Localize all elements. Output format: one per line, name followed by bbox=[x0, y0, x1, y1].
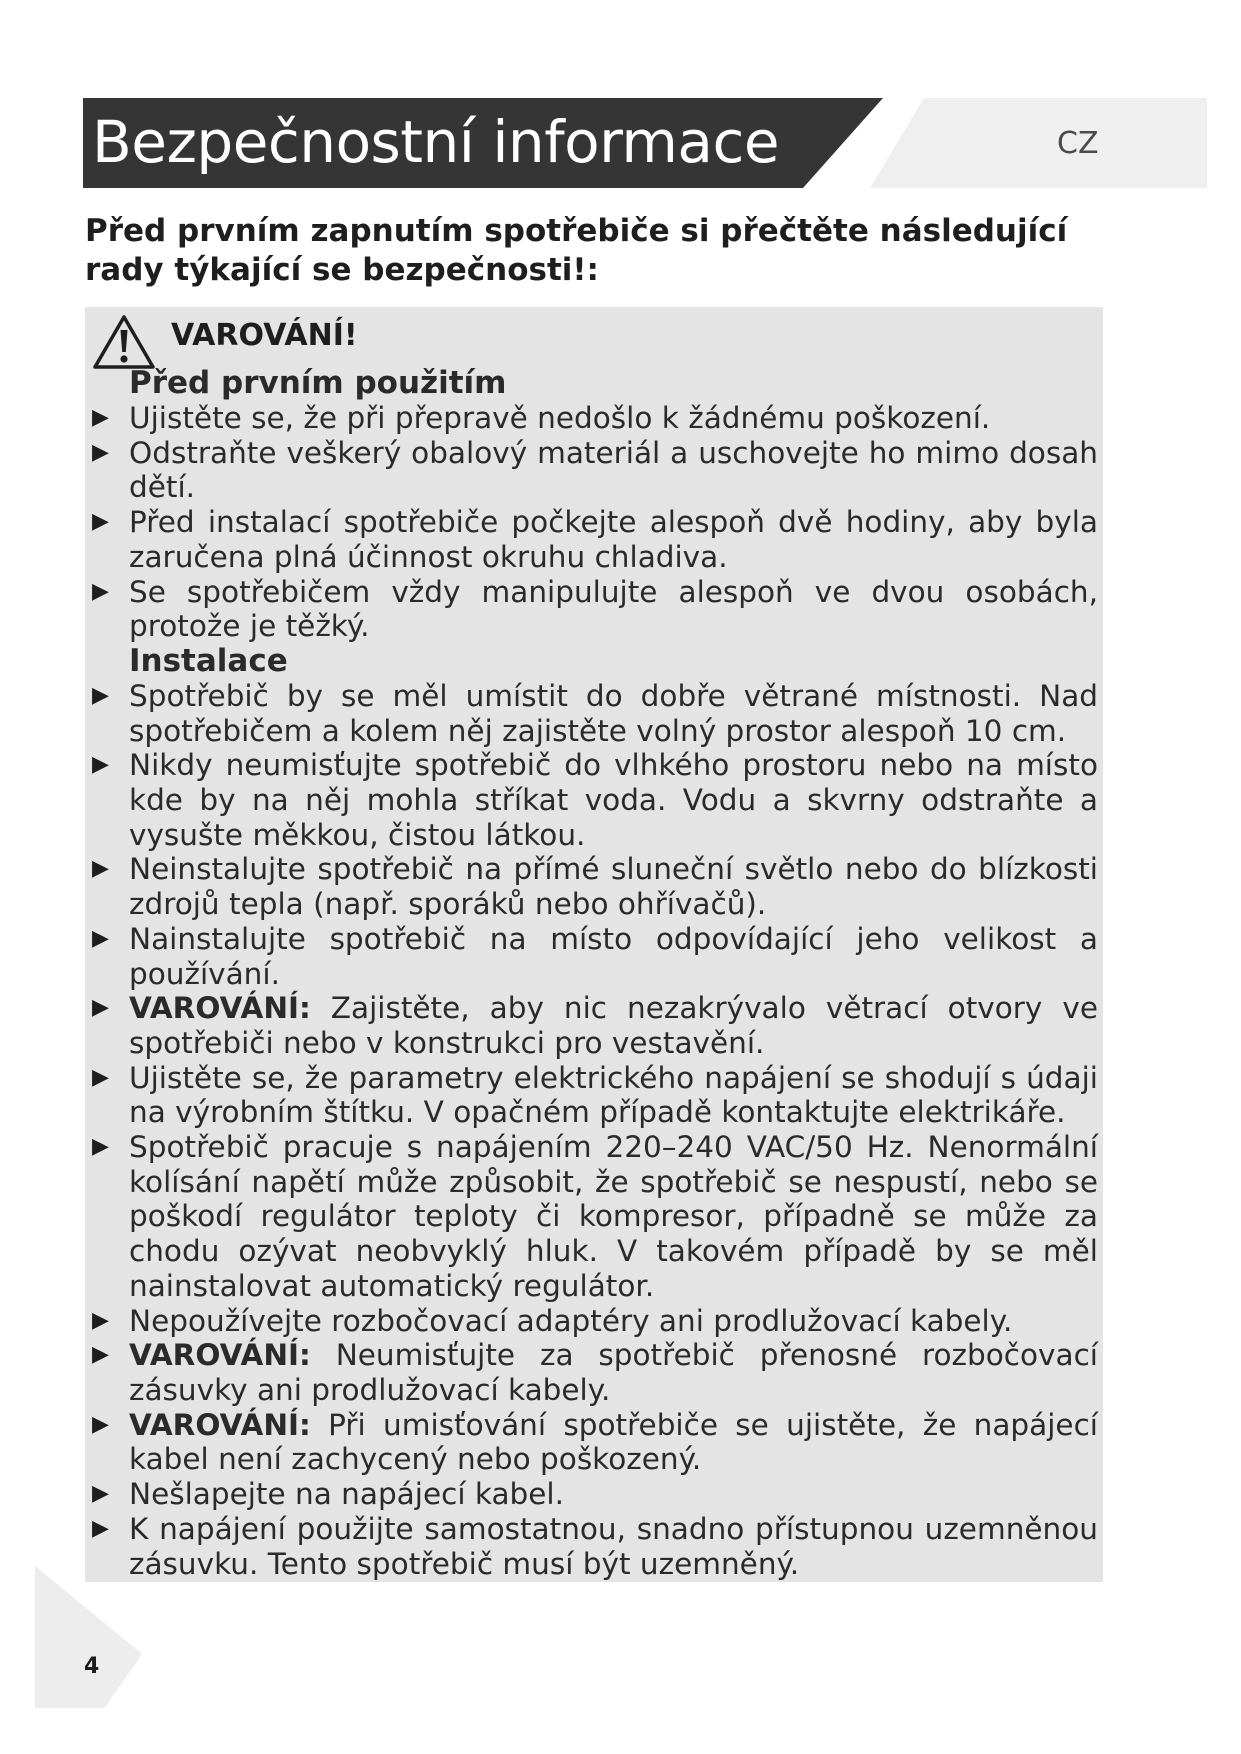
item-text: Zajistěte, aby nic nezakrývalo větrací otvory ve spotřebiči nebo v konstrukci pro vestavění. bbox=[129, 991, 1098, 1060]
item-text: Neumisťujte za spotřebič přenosné rozbočovací zásuvky ani prodlužovací kabely. bbox=[129, 1338, 1098, 1407]
section-heading: Instalace bbox=[129, 642, 288, 679]
language-tab bbox=[870, 98, 1207, 188]
item-text: Nainstalujte spotřebič na místo odpovídající jeho velikost a používání. bbox=[129, 921, 1098, 991]
item-text: Nepoužívejte rozbočovací adaptéry ani prodlužovací kabely. bbox=[129, 1303, 1013, 1338]
list-item bbox=[88, 1338, 1098, 1407]
bullet-icon: ▶ bbox=[92, 1515, 109, 1541]
bullet-icon: ▶ bbox=[92, 856, 109, 882]
item-text: Se spotřebičem vždy manipulujte alespoň ve dvou osobách, protože je těžký. bbox=[129, 574, 1098, 644]
section-installation bbox=[88, 644, 1098, 1581]
item-text: K napájení použijte samostatnou, snadno přístupnou uzemněnou zásuvku. Tento spotřebič musí být uzemněný. bbox=[129, 1511, 1098, 1581]
warning-lead: VAROVÁNÍ: bbox=[129, 991, 311, 1026]
bullet-icon: ▶ bbox=[92, 752, 109, 778]
list-item bbox=[88, 991, 1098, 1060]
bullet-icon: ▶ bbox=[92, 925, 109, 951]
page-title: Bezpečnostní informace bbox=[92, 108, 780, 176]
bullet-icon: ▶ bbox=[92, 682, 109, 708]
item-text: Neinstalujte spotřebič na přímé sluneční světlo nebo do blízkosti zdrojů tepla (např. sporáků nebo ohřívačů). bbox=[129, 852, 1098, 922]
bullet-icon: ▶ bbox=[92, 1134, 109, 1160]
list-item bbox=[88, 1304, 1098, 1339]
list-item bbox=[88, 852, 1098, 921]
bullet-icon: ▶ bbox=[92, 1481, 109, 1507]
list-item bbox=[88, 1061, 1098, 1130]
corner-decoration bbox=[35, 1566, 142, 1708]
warning-lead: VAROVÁNÍ: bbox=[129, 1407, 311, 1442]
bullet-icon: ▶ bbox=[92, 405, 109, 430]
warning-title: VAROVÁNÍ! bbox=[171, 318, 358, 353]
item-text: Ujistěte se, že při přepravě nedošlo k žádnému poškození. bbox=[129, 401, 991, 435]
warning-lead: VAROVÁNÍ: bbox=[129, 1338, 311, 1373]
list-item bbox=[88, 505, 1098, 574]
item-text: Nešlapejte na napájecí kabel. bbox=[129, 1477, 564, 1512]
list-item bbox=[88, 922, 1098, 991]
item-text: Nikdy neumisťujte spotřebič do vlhkého prostoru nebo na místo kde by na něj mohla stříkat voda. Vodu a skvrny odstraňte a vysušte měkkou, čistou látkou. bbox=[129, 748, 1098, 852]
language-code: CZ bbox=[1057, 126, 1099, 161]
list-item bbox=[88, 436, 1098, 505]
section-heading: Před prvním použitím bbox=[129, 365, 507, 401]
bullet-icon: ▶ bbox=[92, 578, 109, 604]
bullet-list bbox=[88, 401, 1098, 644]
bullet-icon: ▶ bbox=[92, 1064, 109, 1090]
list-item bbox=[88, 1130, 1098, 1304]
bullet-icon: ▶ bbox=[92, 1342, 109, 1368]
item-text: Odstraňte veškerý obalový materiál a uschovejte ho mimo dosah dětí. bbox=[129, 435, 1098, 505]
item-text: Při umisťování spotřebiče se ujistěte, že napájecí kabel není zachycený nebo poškozený. bbox=[129, 1407, 1098, 1477]
list-item bbox=[88, 401, 1098, 436]
bullet-icon: ▶ bbox=[92, 509, 109, 535]
bullet-icon: ▶ bbox=[92, 1411, 109, 1437]
safety-content bbox=[88, 366, 1098, 1581]
bullet-icon: ▶ bbox=[92, 995, 109, 1021]
list-item bbox=[88, 1512, 1098, 1581]
warning-triangle-icon bbox=[92, 314, 156, 370]
intro-text: Před prvním zapnutím spotřebiče si přečtěte následující rady týkající se bezpečnosti!: bbox=[85, 213, 1068, 288]
item-text: Spotřebič pracuje s napájením 220–240 VAC/50 Hz. Nenormální kolísání napětí může způsobit, že spotřebič se nespustí, nebo se poškodí regulátor teploty či kompresor, případně se může za chodu ozývat neobvyklý hluk. V takovém případě by se měl nainstalovat automatický regulátor. bbox=[129, 1130, 1098, 1303]
item-text: Ujistěte se, že parametry elektrického napájení se shodují s údaji na výrobním štítku. V opačném případě kontaktujte elektrikáře. bbox=[129, 1060, 1098, 1130]
list-item bbox=[88, 748, 1098, 852]
bullet-icon: ▶ bbox=[92, 439, 109, 465]
list-item bbox=[88, 1408, 1098, 1477]
section-before-first-use bbox=[88, 366, 1098, 644]
bullet-list bbox=[88, 679, 1098, 1581]
list-item bbox=[88, 575, 1098, 644]
bullet-icon: ▶ bbox=[92, 1307, 109, 1333]
item-text: Před instalací spotřebiče počkejte alespoň dvě hodiny, aby byla zaručena plná účinnost okruhu chladiva. bbox=[129, 505, 1098, 574]
item-text: Spotřebič by se měl umístit do dobře větrané místnosti. Nad spotřebičem a kolem něj zajistěte volný prostor alespoň 10 cm. bbox=[129, 678, 1098, 748]
page-number: 4 bbox=[84, 1654, 100, 1679]
list-item bbox=[88, 1477, 1098, 1512]
list-item bbox=[88, 679, 1098, 748]
